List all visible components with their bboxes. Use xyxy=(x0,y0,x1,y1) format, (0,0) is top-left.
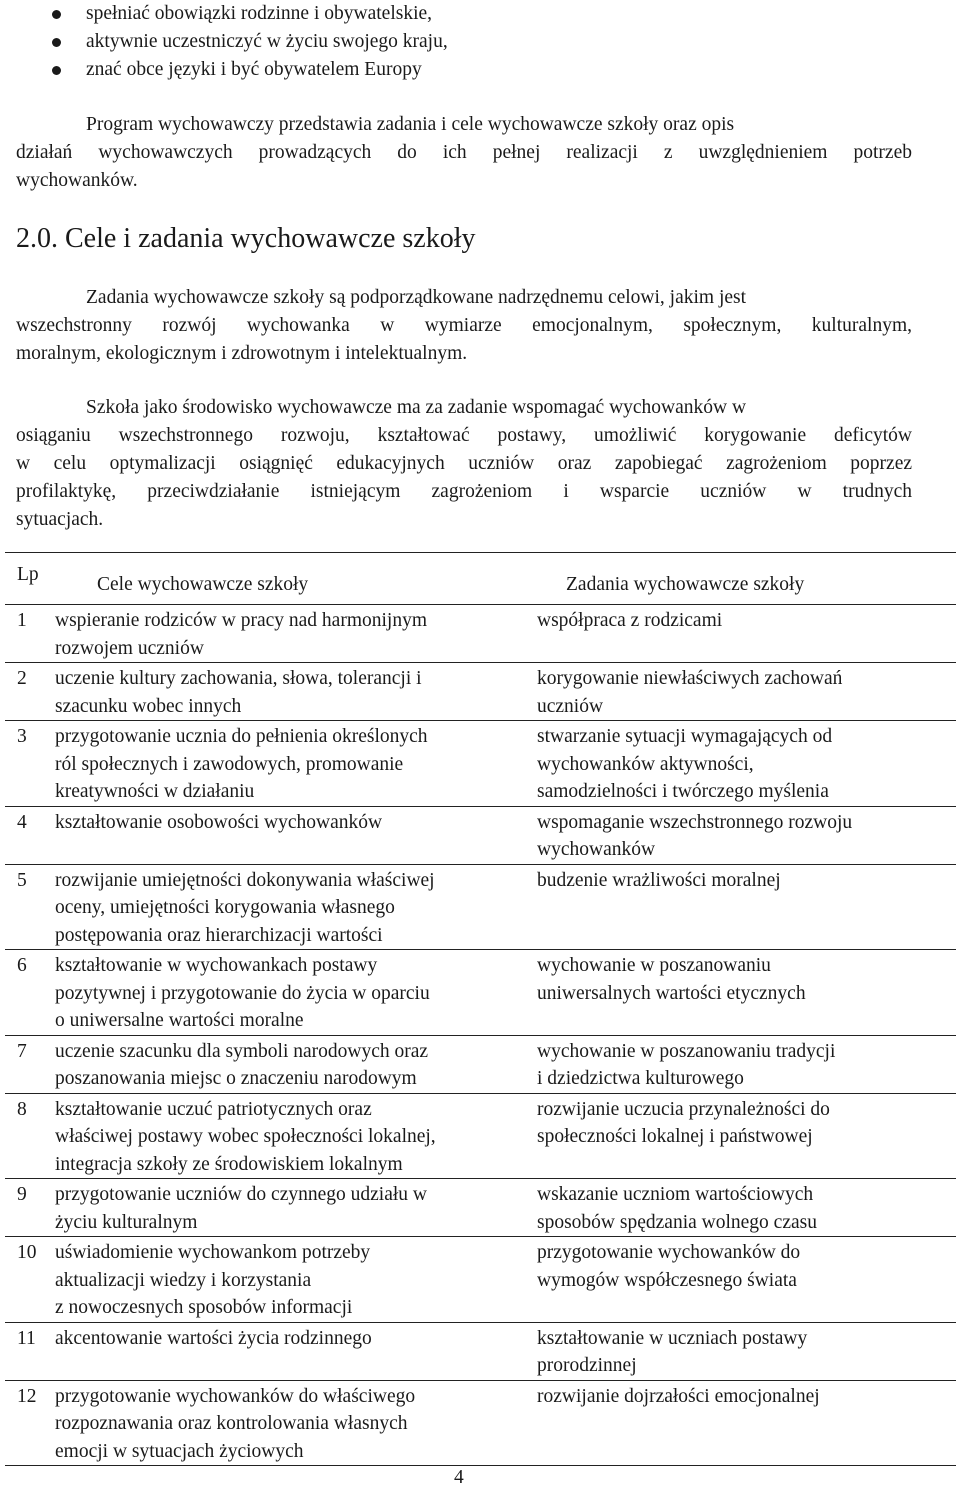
row-task-line: wskazanie uczniom wartościowych xyxy=(537,1184,814,1205)
row-goal xyxy=(55,1093,533,1179)
header-goal: Cele wychowawcze szkoły xyxy=(97,574,309,595)
row-task xyxy=(533,1179,956,1237)
bullet-icon xyxy=(52,38,61,47)
row-task xyxy=(533,1380,956,1466)
header-task: Zadania wychowawcze szkoły xyxy=(566,574,805,595)
row-lp: 1 xyxy=(17,610,27,631)
row-task-line: wychowanie w poszanowaniu tradycji xyxy=(537,1040,836,1062)
row-task-line: uniwersalnych wartości etycznych xyxy=(537,982,806,1004)
paragraph-line: wszechstronny rozwój wychowanka w wymiarze emocjonalnym, społecznym, kulturalnym, xyxy=(16,315,912,336)
row-task xyxy=(533,663,956,721)
row-task-line: społeczności lokalnej i państwowej xyxy=(537,1126,813,1147)
table-row xyxy=(5,1237,956,1323)
row-goal-line: uczenie kultury zachowania, słowa, tolerancji i xyxy=(55,668,422,689)
row-goal-line: uświadomienie wychowankom potrzeby xyxy=(55,1242,371,1263)
row-goal-line: oceny, umiejętności korygowania własnego xyxy=(55,897,395,918)
row-goal-line: o uniwersalne wartości moralne xyxy=(55,1010,304,1031)
table-row xyxy=(5,1322,956,1380)
row-goal-line: postępowania oraz hierarchizacji wartości xyxy=(55,924,383,946)
table-header-row xyxy=(5,553,956,605)
row-goal xyxy=(55,1035,533,1093)
header-lp: Lp xyxy=(17,564,39,585)
row-task-line: kształtowanie w uczniach postawy xyxy=(537,1327,808,1349)
paragraph-line: profilaktykę, przeciwdziałanie istniejącym zagrożeniom i wsparcie uczniów w trudnych xyxy=(16,481,912,502)
row-task-line: stwarzanie sytuacji wymagających od xyxy=(537,726,833,747)
row-goal xyxy=(55,663,533,721)
table-body xyxy=(5,605,956,1466)
intro-line: Program wychowawczy przedstawia zadania i cele wychowawcze szkoły oraz opis xyxy=(86,114,735,135)
row-task xyxy=(533,1093,956,1179)
row-lp: 12 xyxy=(17,1385,37,1407)
row-goal-line: wspieranie rodziców w pracy nad harmonijnym xyxy=(55,610,428,631)
row-lp: 10 xyxy=(17,1242,37,1263)
row-lp: 2 xyxy=(17,668,27,689)
row-task-line: rozwijanie dojrzałości emocjonalnej xyxy=(537,1385,820,1407)
table-row xyxy=(5,1380,956,1466)
row-task-line: prorodzinnej xyxy=(537,1355,637,1376)
row-task xyxy=(533,605,956,663)
row-lp: 6 xyxy=(17,955,27,976)
bullet-icon xyxy=(52,10,61,19)
row-goal-line: rozwojem uczniów xyxy=(55,637,204,659)
table-row xyxy=(5,806,956,864)
row-goal-line: ról społecznych i zawodowych, promowanie xyxy=(55,753,404,775)
table-row xyxy=(5,1093,956,1179)
row-goal-line: przygotowanie wychowanków do właściwego xyxy=(55,1385,416,1407)
bullet-list xyxy=(0,0,448,84)
row-task-line: rozwijanie uczucia przynależności do xyxy=(537,1098,830,1120)
row-goal-line: aktualizacji wiedzy i korzystania xyxy=(55,1269,312,1291)
row-goal-line: integracja szkoły ze środowiskiem lokalnym xyxy=(55,1153,403,1175)
row-lp: 4 xyxy=(17,811,27,833)
table-row xyxy=(5,605,956,663)
table-row xyxy=(5,663,956,721)
page-number: 4 xyxy=(454,1467,464,1488)
row-task-line: wymogów współczesnego świata xyxy=(537,1269,797,1291)
row-task xyxy=(533,864,956,950)
row-task xyxy=(533,1237,956,1323)
row-task-line: wspomaganie wszechstronnego rozwoju xyxy=(537,811,853,833)
row-goal-line: kształtowanie uczuć patriotycznych oraz xyxy=(55,1098,372,1120)
row-task-line: wychowanków xyxy=(537,839,656,860)
list-item-text: spełniać obowiązki rodzinne i obywatelskie, xyxy=(86,3,433,24)
table-row xyxy=(5,721,956,807)
row-task-line: przygotowanie wychowanków do xyxy=(537,1242,801,1263)
row-lp: 11 xyxy=(17,1327,36,1349)
table-row xyxy=(5,950,956,1036)
row-goal-line: kształtowanie osobowości wychowanków xyxy=(55,811,383,833)
row-goal xyxy=(55,950,533,1036)
row-goal xyxy=(55,1237,533,1323)
row-task xyxy=(533,1322,956,1380)
row-task-line: samodzielności i twórczego myślenia xyxy=(537,781,829,802)
bullet-icon xyxy=(52,66,61,75)
row-task xyxy=(533,721,956,807)
paragraph-line: w celu optymalizacji osiągnięć edukacyjnych uczniów oraz zapobiegać zagrożeniom poprzez xyxy=(16,453,912,474)
intro-paragraph xyxy=(16,111,912,195)
section-heading: 2.0. Cele i zadania wychowawcze szkoły xyxy=(16,223,476,254)
row-goal-line: przygotowanie ucznia do pełnienia określonych xyxy=(55,726,428,747)
row-goal-line: rozwijanie umiejętności dokonywania właściwej xyxy=(55,869,435,891)
row-goal-line: pozytywnej i przygotowanie do życia w oparciu xyxy=(55,982,430,1004)
table-row xyxy=(5,864,956,950)
row-lp: 9 xyxy=(17,1184,27,1205)
row-goal-line: uczenie szacunku dla symboli narodowych oraz xyxy=(55,1040,429,1062)
table-row xyxy=(5,1179,956,1237)
list-item xyxy=(0,0,448,28)
row-goal xyxy=(55,864,533,950)
row-goal-line: poszanowania miejsc o znaczeniu narodowym xyxy=(55,1068,417,1089)
row-task-line: uczniów xyxy=(537,695,604,717)
table-row xyxy=(5,1035,956,1093)
paragraph-line: moralnym, ekologicznym i zdrowotnym i intelektualnym. xyxy=(16,343,468,364)
row-task xyxy=(533,806,956,864)
row-goal-line: akcentowanie wartości życia rodzinnego xyxy=(55,1327,372,1349)
row-goal-line: kształtowanie w wychowankach postawy xyxy=(55,955,378,976)
row-goal-line: szacunku wobec innych xyxy=(55,695,242,717)
row-task-line: wychowanie w poszanowaniu xyxy=(537,955,771,976)
intro-line: działań wychowawczych prowadzących do ich pełnej realizacji z uwzględnieniem potrzeb xyxy=(16,142,912,163)
list-item-text: znać obce języki i być obywatelem Europy xyxy=(86,59,422,80)
goals-table xyxy=(5,552,956,1466)
row-goal xyxy=(55,806,533,864)
row-lp: 7 xyxy=(17,1040,27,1062)
paragraph-line: sytuacjach. xyxy=(16,509,104,530)
row-goal-line: z nowoczesnych sposobów informacji xyxy=(55,1297,353,1318)
paragraph-line: osiąganiu wszechstronnego rozwoju, kształtować postawy, umożliwić korygowanie deficytów xyxy=(16,425,912,446)
row-task-line: korygowanie niewłaściwych zachowań xyxy=(537,668,843,689)
row-lp: 8 xyxy=(17,1098,27,1120)
row-goal-line: przygotowanie uczniów do czynnego udziału w xyxy=(55,1184,428,1205)
list-item-text: aktywnie uczestniczyć w życiu swojego kraju, xyxy=(86,31,448,52)
paragraph-goals xyxy=(16,284,912,368)
row-task-line: i dziedzictwa kulturowego xyxy=(537,1068,744,1089)
paragraph-school xyxy=(16,394,912,534)
row-goal xyxy=(55,1179,533,1237)
row-lp: 5 xyxy=(17,869,27,891)
row-task xyxy=(533,950,956,1036)
row-goal xyxy=(55,1380,533,1466)
row-goal xyxy=(55,605,533,663)
row-task-line: sposobów spędzania wolnego czasu xyxy=(537,1211,817,1233)
row-goal xyxy=(55,721,533,807)
paragraph-line: Zadania wychowawcze szkoły są podporządkowane nadrzędnemu celowi, jakim jest xyxy=(86,287,747,308)
paragraph-line: Szkoła jako środowisko wychowawcze ma za zadanie wspomagać wychowanków w xyxy=(86,397,747,418)
row-goal-line: właściwej postawy wobec społeczności lokalnej, xyxy=(55,1126,436,1147)
row-task xyxy=(533,1035,956,1093)
row-goal xyxy=(55,1322,533,1380)
list-item xyxy=(0,28,448,56)
row-lp: 3 xyxy=(17,726,27,747)
row-task-line: budzenie wrażliwości moralnej xyxy=(537,869,781,891)
row-task-line: współpraca z rodzicami xyxy=(537,610,723,631)
row-goal-line: kreatywności w działaniu xyxy=(55,781,255,802)
intro-line: wychowanków. xyxy=(16,170,138,191)
row-goal-line: rozpoznawania oraz kontrolowania własnych xyxy=(55,1413,408,1434)
row-task-line: wychowanków aktywności, xyxy=(537,753,754,775)
row-goal-line: emocji w sytuacjach życiowych xyxy=(55,1440,304,1462)
list-item xyxy=(0,56,448,84)
row-goal-line: życiu kulturalnym xyxy=(55,1211,198,1233)
